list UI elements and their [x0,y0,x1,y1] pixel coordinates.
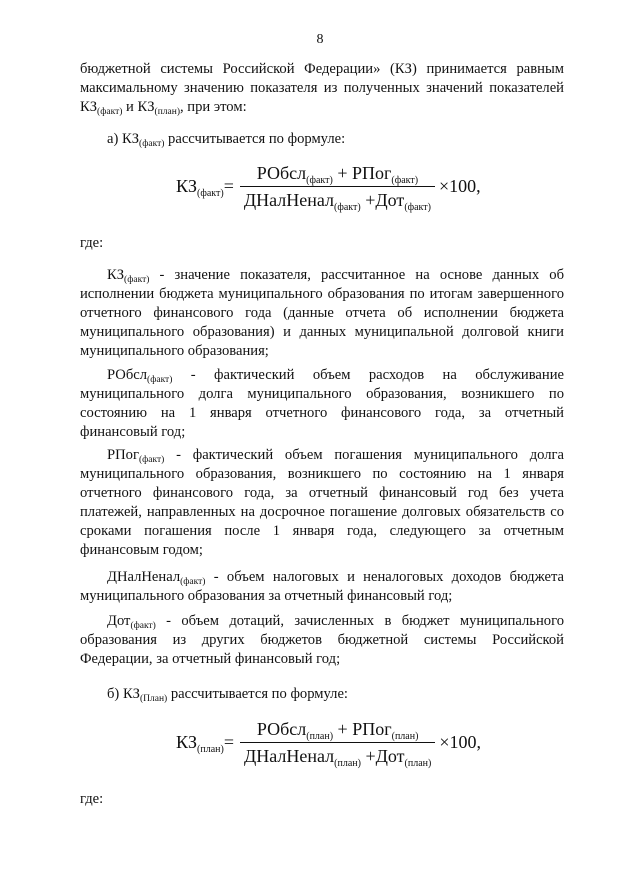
definition-dot-fact: Дот$_{(факт)}$ - объем дотаций, зачисленных в бюджет муниципального образования из других бюджетов бюджетной системы Российской Федерации, за отчетный финансовый год; [80,613,564,667]
fraction-fact [240,162,435,211]
section-b-heading: б) $КЗ_{(План)}$ рассчитывается по формуле: [107,686,348,704]
section-a-heading: а) $КЗ_{(факт)}$ рассчитывается по формуле: [107,131,346,149]
denominator-plan: ДНалНенал$_{(план)}$ +Дот$_{(план)}$ [240,742,435,767]
definition-robsl-fact: РОбсл$_{(факт)}$ - фактический объем расходов на обслуживание муниципального долга муниципального образования, возникшего по состоянию на 1 января отчетного финансового года, за отчетный финансовый год; [80,367,564,440]
page-number: 8 [316,32,324,47]
where-label-2: где: [80,791,104,807]
definition-kz-fact: $КЗ_{(факт)}$ - значение показателя, рассчитанное на основе данных об исполнении бюджета муниципального образования по итогам завершенного отчетного финансового года (данные отчета об исполнении бюджета муниципального образования) и данных муниципальной долговой книги муниципального образования; [80,267,564,359]
where-label-1: где: [80,235,104,251]
formula-fact: $КЗ_{(факт)}=$ $\frac{РОбсл_{(факт)} + РПог_{(факт)}}{ДНалНенал_{(факт)} +Дот_{(факт)}}$ ×100, [176,163,481,213]
denominator-fact: ДНалНенал$_{(факт)}$ +Дот$_{(факт)}$ [240,186,435,211]
numerator-plan: РОбсл$_{(план)}$ + РПог$_{(план)}$ [256,719,419,742]
definition-rpog-fact: РПог$_{(факт)}$ - фактический объем погашения муниципального долга муниципального образования, возникшего по состоянию на 1 января отчетного финансового года, за отчетный финансовый год без учета платежей, направленных на досрочное погашение долговых обязательств со сроками погашения после 1 января года, следующего за отчетным финансовым годом; [80,447,564,558]
formula-plan: $КЗ_{(план)}=$ $\frac{РОбсл_{(план)} + РПог_{(план)}}{ДНалНенал_{(план)} +Дот_{(план)}}$ ×100, [176,719,481,769]
intro-paragraph: бюджетной системы Российской Федерации» (КЗ) принимается равным максимальному значению показателя из полученных значений показателей $КЗ_{(факт)}$ и $КЗ_{(план)}$, при этом: [80,61,564,117]
fraction-plan [240,718,435,767]
numerator-fact: РОбсл$_{(факт)}$ + РПог$_{(факт)}$ [256,163,419,186]
definition-dnalnenal-fact: ДНалНенал$_{(факт)}$ - объем налоговых и неналоговых доходов бюджета муниципального образования за отчетный финансовый год; [80,569,564,604]
